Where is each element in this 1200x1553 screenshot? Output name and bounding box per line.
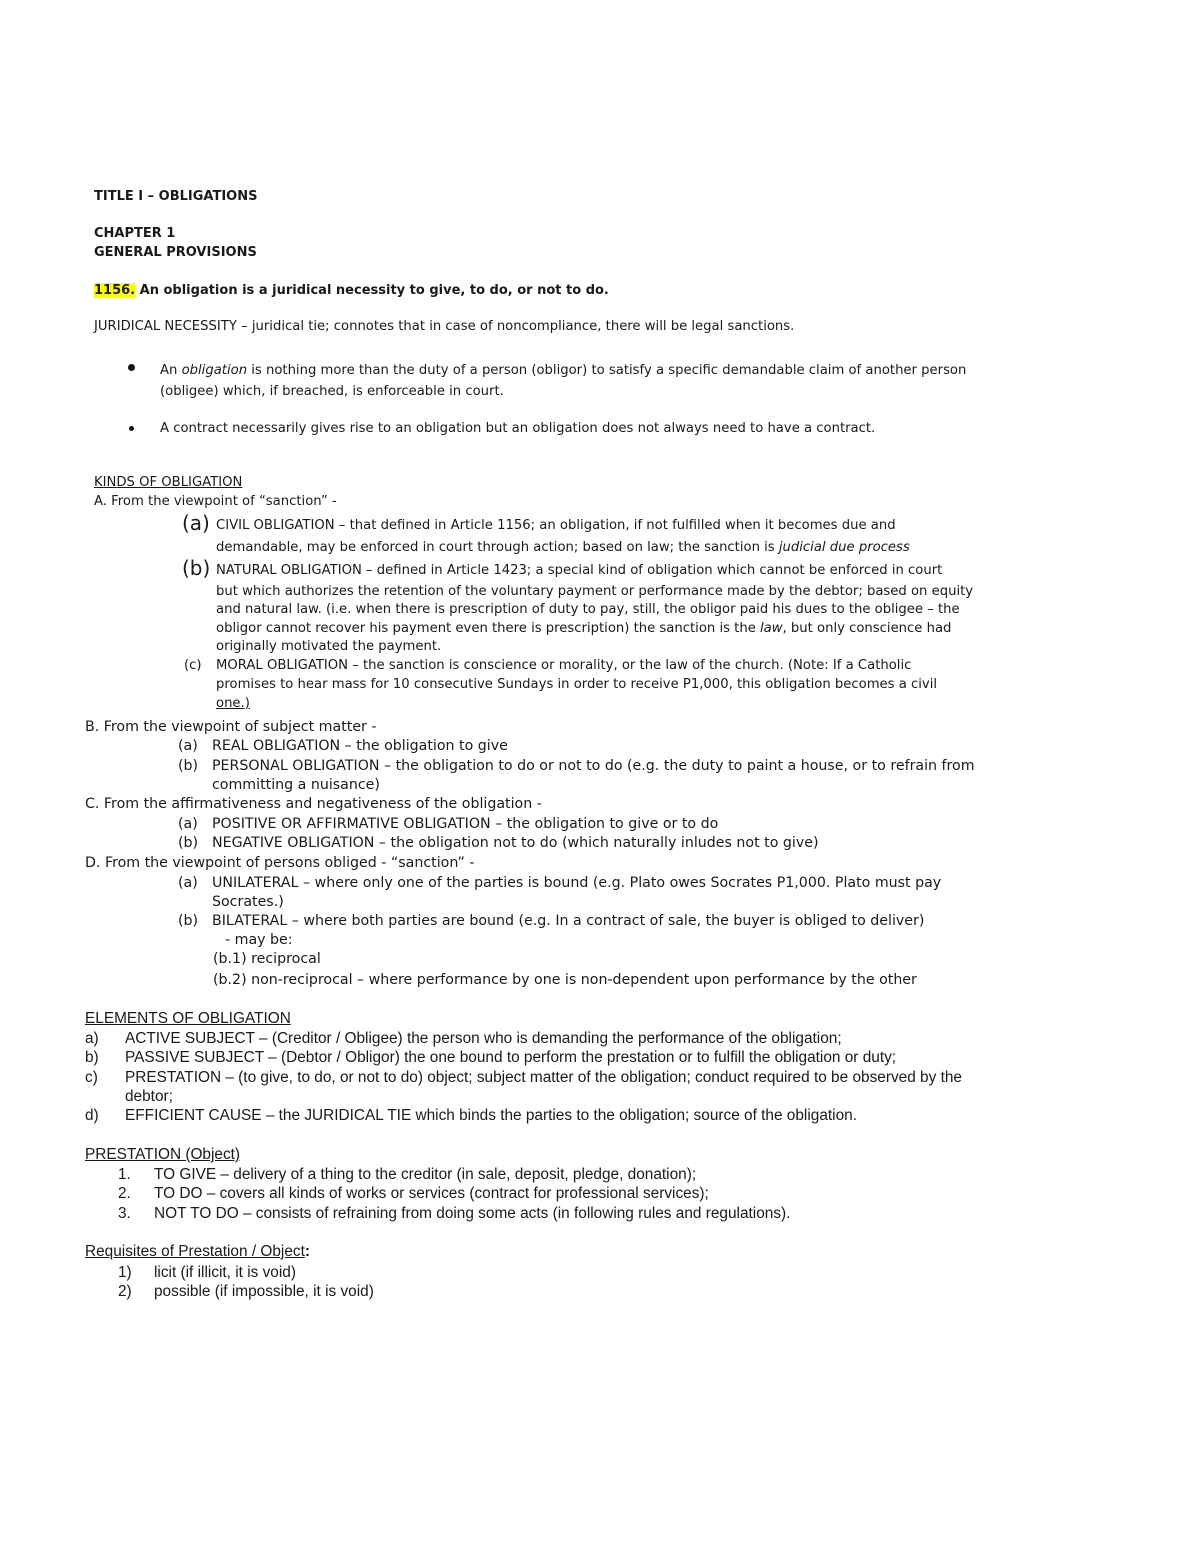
real-obligation: REAL OBLIGATION – the obligation to give (212, 738, 508, 754)
moral-line-1: MORAL OBLIGATION – the sanction is conscience or morality, or the law of the church. (Note: If a Catholic (216, 658, 912, 673)
article-text: An obligation is a juridical necessity to give, to do, or not to do. (135, 283, 609, 298)
bilateral: BILATERAL – where both parties are bound (e.g. In a contract of sale, the buyer is obliged to deliver) (212, 913, 925, 929)
note-1-em: obligation (181, 363, 248, 378)
natural-line-3: and natural law. (i.e. when there is prescription of duty to pay, still, the obligor paid his dues to the obligee – the (216, 602, 960, 617)
kinds-b-label: B. From the viewpoint of subject matter - (85, 719, 377, 735)
civil-marker: (a) (182, 511, 210, 535)
list-item-marker: (b) (178, 758, 199, 774)
civil-line-2 (216, 538, 910, 557)
natural-line-1: NATURAL OBLIGATION – defined in Article 1423; a special kind of obligation which cannot be enforced in court (216, 563, 943, 578)
note-2: A contract necessarily gives rise to an obligation but an obligation does not always need to have a contract. (160, 421, 876, 436)
element-prestation-line-1: PRESTATION – (to give, to do, or not to do) object; subject matter of the obligation; conduct required to be observed by the (125, 1069, 962, 1086)
element-efficient-cause: EFFICIENT CAUSE – the JURIDICAL TIE which binds the parties to the obligation; source of the obligation. (125, 1107, 857, 1124)
note-1-post: is nothing more than the duty of a person (obligor) to satisfy a specific demandable claim of another person (247, 363, 967, 378)
personal-obligation-line-2: committing a nuisance) (212, 777, 380, 793)
civil-line-1: CIVIL OBLIGATION – that defined in Article 1156; an obligation, if not fulfilled when it becomes due and (216, 518, 896, 533)
natural-line-2: but which authorizes the retention of the voluntary payment or performance made by the debtor; based on equity (216, 584, 974, 599)
list-item-marker: (a) (178, 738, 198, 754)
list-item-marker: (a) (178, 816, 198, 832)
unilateral-line-1: UNILATERAL – where only one of the parties is bound (e.g. Plato owes Socrates P1,000. Plato must pay (212, 875, 942, 891)
civil-line-2-em: judicial due process (778, 540, 910, 555)
natural-line-5: originally motivated the payment. (216, 639, 442, 654)
moral-line-2: promises to hear mass for 10 consecutive Sundays in order to receive P1,000, this obligation becomes a civil (216, 677, 938, 692)
natural-line-4-pre: obligor cannot recover his payment even there is prescription) the sanction is the (216, 621, 761, 636)
list-item-marker: c) (85, 1069, 98, 1086)
elements-heading: ELEMENTS OF OBLIGATION (85, 1010, 291, 1027)
kinds-a-label: A. From the viewpoint of “sanction” - (94, 494, 337, 509)
bullet-icon (128, 364, 135, 371)
chapter-name: GENERAL PROVISIONS (94, 245, 257, 260)
element-prestation-line-2: debtor; (125, 1088, 173, 1105)
moral-line-3: one.) (216, 696, 250, 711)
requisites-heading-colon: : (304, 1243, 310, 1260)
kinds-heading: KINDS OF OBLIGATION (94, 475, 243, 490)
kinds-c-label: C. From the affirmativeness and negativeness of the obligation - (85, 796, 542, 812)
natural-line-4-em: law (760, 621, 783, 636)
negative-obligation: NEGATIVE OBLIGATION – the obligation not to do (which naturally inludes not to give) (212, 835, 819, 851)
natural-marker: (b) (182, 556, 211, 580)
element-active-subject: ACTIVE SUBJECT – (Creditor / Obligee) the person who is demanding the performance of the obligation; (125, 1030, 842, 1047)
chapter-number: CHAPTER 1 (94, 226, 176, 241)
list-item-marker: 1. (118, 1166, 131, 1183)
unilateral-line-2: Socrates.) (212, 894, 284, 910)
requisites-heading-text: Requisites of Prestation / Object (85, 1243, 305, 1260)
list-item-marker: a) (85, 1030, 99, 1047)
element-passive-subject: PASSIVE SUBJECT – (Debtor / Obligor) the one bound to perform the prestation or to fulfill the obligation or duty; (125, 1049, 897, 1066)
natural-line-4-post: , but only conscience had (782, 621, 952, 636)
requisite-licit: licit (if illicit, it is void) (154, 1264, 296, 1281)
list-item-marker: 3. (118, 1205, 131, 1222)
list-item-marker: (a) (178, 875, 198, 891)
title-heading: TITLE I – OBLIGATIONS (94, 189, 258, 204)
note-1-line-1 (160, 361, 966, 380)
requisite-possible: possible (if impossible, it is void) (154, 1283, 374, 1300)
list-item-marker: (b) (178, 835, 199, 851)
prestation-not-to-do: NOT TO DO – consists of refraining from doing some acts (in following rules and regulations). (154, 1205, 791, 1222)
civil-line-2-text: demandable, may be enforced in court through action; based on law; the sanction is (216, 540, 779, 555)
prestation-to-give: TO GIVE – delivery of a thing to the creditor (in sale, deposit, pledge, donation); (154, 1166, 697, 1183)
moral-marker: (c) (184, 658, 202, 673)
natural-line-4 (216, 619, 951, 638)
kinds-d-label: D. From the viewpoint of persons obliged - “sanction” - (85, 855, 475, 871)
bullet-icon (129, 426, 134, 431)
note-1-line-2: (obligee) which, if breached, is enforceable in court. (160, 384, 504, 399)
list-item-marker: (b) (178, 913, 199, 929)
bilateral-may-be: - may be: (225, 932, 293, 948)
prestation-to-do: TO DO – covers all kinds of works or services (contract for professional services); (154, 1185, 709, 1202)
list-item-marker: b) (85, 1049, 99, 1066)
definition-juridical-necessity: JURIDICAL NECESSITY – juridical tie; connotes that in case of noncompliance, there will be legal sanctions. (94, 319, 795, 334)
personal-obligation-line-1: PERSONAL OBLIGATION – the obligation to do or not to do (e.g. the duty to paint a house, or to refrain from (212, 758, 975, 774)
prestation-heading: PRESTATION (Object) (85, 1146, 241, 1163)
list-item-marker: 2. (118, 1185, 131, 1202)
article-1156 (94, 281, 609, 300)
article-number-highlight: 1156. (94, 283, 136, 298)
bilateral-reciprocal: (b.1) reciprocal (213, 951, 321, 967)
list-item-marker: 2) (118, 1283, 132, 1300)
positive-obligation: POSITIVE OR AFFIRMATIVE OBLIGATION – the obligation to give or to do (212, 816, 719, 832)
list-item-marker: 1) (118, 1264, 132, 1281)
list-item-marker: d) (85, 1107, 99, 1124)
requisites-heading (85, 1242, 310, 1261)
bilateral-non-reciprocal: (b.2) non-reciprocal – where performance by one is non-dependent upon performance by the other (213, 972, 917, 988)
note-1-pre: An (160, 363, 182, 378)
